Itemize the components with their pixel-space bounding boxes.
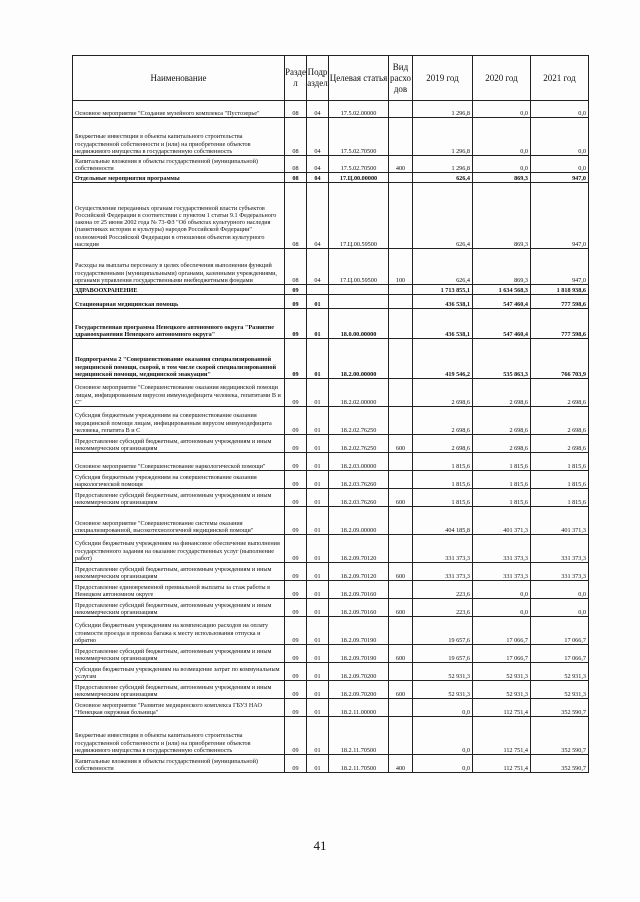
row-value-2021: 331 373,3 <box>531 535 589 563</box>
row-section: 09 <box>285 599 307 617</box>
row-value-2020: 1 815,6 <box>473 471 531 489</box>
row-expense-type: 100 <box>389 249 413 285</box>
row-value-2020: 17 066,7 <box>473 645 531 663</box>
table-row <box>73 295 589 309</box>
table-row <box>73 717 589 755</box>
row-target-article: 18.2.09.00000 <box>329 507 389 535</box>
row-value-2019: 0,0 <box>413 717 473 755</box>
row-value-2019: 331 373,3 <box>413 563 473 581</box>
row-subsection: 01 <box>307 309 329 339</box>
row-value-2020: 112 751,4 <box>473 755 531 773</box>
row-name: Субсидия бюджетным учреждениям на совершенствование оказания наркологической помощи <box>73 471 285 489</box>
row-expense-type <box>389 101 413 118</box>
row-value-2020: 869,3 <box>473 173 531 183</box>
row-subsection: 01 <box>307 599 329 617</box>
row-value-2020: 1 815,6 <box>473 489 531 507</box>
budget-table <box>72 55 589 773</box>
row-value-2019: 436 538,1 <box>413 309 473 339</box>
table-row <box>73 249 589 285</box>
table-row <box>73 563 589 581</box>
row-target-article: 18.2.09.70120 <box>329 563 389 581</box>
table-row <box>73 471 589 489</box>
row-subsection: 01 <box>307 617 329 645</box>
row-subsection: 01 <box>307 471 329 489</box>
row-expense-type <box>389 173 413 183</box>
row-value-2021: 766 703,9 <box>531 339 589 379</box>
row-subsection: 04 <box>307 156 329 173</box>
row-target-article: 18.2.03.00000 <box>329 453 389 471</box>
header-2020: 2020 год <box>473 56 531 101</box>
row-value-2021: 0,0 <box>531 101 589 118</box>
row-value-2020: 0,0 <box>473 156 531 173</box>
row-value-2021: 777 598,6 <box>531 309 589 339</box>
row-value-2021: 17 066,7 <box>531 645 589 663</box>
row-target-article: 18.2.09.70120 <box>329 535 389 563</box>
row-target-article: 17.5.02.00000 <box>329 101 389 118</box>
row-expense-type <box>389 183 413 249</box>
table-row <box>73 489 589 507</box>
row-target-article: 17.Ц.00.00000 <box>329 173 389 183</box>
row-value-2021: 947,0 <box>531 249 589 285</box>
row-name: Капитальные вложения в объекты государственной (муниципальной) собственности <box>73 755 285 773</box>
row-subsection: 04 <box>307 173 329 183</box>
table-row <box>73 183 589 249</box>
row-value-2019: 1 296,8 <box>413 101 473 118</box>
row-value-2021: 947,0 <box>531 173 589 183</box>
table-row <box>73 617 589 645</box>
row-expense-type: 400 <box>389 755 413 773</box>
row-value-2019: 1 815,6 <box>413 453 473 471</box>
row-target-article: 18.2.09.70160 <box>329 581 389 599</box>
row-value-2019: 331 373,3 <box>413 535 473 563</box>
row-section: 09 <box>285 379 307 407</box>
row-value-2021: 2 698,6 <box>531 435 589 453</box>
row-subsection: 01 <box>307 339 329 379</box>
row-expense-type <box>389 118 413 156</box>
row-name: Бюджетные инвестиции в объекты капитального строительства государственной собственности и (или) на приобретение объектов недвижимого имущества в государственную собственность <box>73 118 285 156</box>
row-value-2021: 2 698,6 <box>531 407 589 435</box>
row-value-2021: 352 590,7 <box>531 717 589 755</box>
row-target-article: 18.2.11.70500 <box>329 717 389 755</box>
row-name: ЗДРАВООХРАНЕНИЕ <box>73 285 285 295</box>
row-value-2020: 2 698,6 <box>473 435 531 453</box>
row-section: 09 <box>285 489 307 507</box>
row-value-2020: 112 751,4 <box>473 717 531 755</box>
row-subsection: 01 <box>307 581 329 599</box>
row-target-article: 17.Ц.00.59500 <box>329 249 389 285</box>
row-subsection: 01 <box>307 453 329 471</box>
row-section: 09 <box>285 295 307 309</box>
row-expense-type: 600 <box>389 645 413 663</box>
table-row <box>73 535 589 563</box>
row-value-2020: 0,0 <box>473 599 531 617</box>
row-section: 08 <box>285 183 307 249</box>
row-value-2021: 1 818 938,6 <box>531 285 589 295</box>
table-row <box>73 699 589 717</box>
row-value-2020: 112 751,4 <box>473 699 531 717</box>
row-value-2021: 0,0 <box>531 156 589 173</box>
row-value-2019: 626,4 <box>413 173 473 183</box>
row-value-2021: 0,0 <box>531 599 589 617</box>
row-name: Бюджетные инвестиции в объекты капитального строительства государственной собственности и (или) на приобретение объектов недвижимого имущества в государственную собственность <box>73 717 285 755</box>
row-name: Подпрограмма 2 "Совершенствование оказания специализированной медицинской помощи, скорой, в том числе скорой специализированной медицинской помощи, медицинской эвакуации" <box>73 339 285 379</box>
table-row <box>73 453 589 471</box>
row-name: Субсидия бюджетным учреждениям на совершенствование оказания медицинской помощи лицам, инфицированным вирусом иммунодефицита человека, гепатита В и С <box>73 407 285 435</box>
row-target-article: 18.2.09.70190 <box>329 617 389 645</box>
row-name: Предоставление субсидий бюджетным, автономным учреждениям и иным некоммерческим организациям <box>73 435 285 453</box>
row-value-2021: 0,0 <box>531 118 589 156</box>
row-expense-type <box>389 507 413 535</box>
row-value-2019: 223,6 <box>413 581 473 599</box>
row-value-2021: 947,0 <box>531 183 589 249</box>
row-target-article: 18.2.03.76260 <box>329 471 389 489</box>
row-section: 09 <box>285 285 307 295</box>
row-target-article: 18.2.02.76250 <box>329 435 389 453</box>
row-section: 09 <box>285 717 307 755</box>
row-expense-type <box>389 663 413 681</box>
row-value-2019: 19 657,6 <box>413 617 473 645</box>
row-section: 08 <box>285 249 307 285</box>
table-row <box>73 285 589 295</box>
row-section: 08 <box>285 156 307 173</box>
row-value-2019: 52 931,3 <box>413 663 473 681</box>
row-target-article: 18.2.11.70500 <box>329 755 389 773</box>
row-target-article: 18.2.09.70200 <box>329 663 389 681</box>
table-row <box>73 681 589 699</box>
row-value-2019: 1 296,8 <box>413 118 473 156</box>
table-row <box>73 645 589 663</box>
row-name: Основное мероприятие "Совершенствование оказания медицинской помощи лицам, инфицированным вирусом иммунодефицита человека, гепатитами В и С" <box>73 379 285 407</box>
row-value-2021: 331 373,3 <box>531 563 589 581</box>
row-expense-type <box>389 581 413 599</box>
row-value-2020: 535 863,3 <box>473 339 531 379</box>
row-subsection: 01 <box>307 507 329 535</box>
row-name: Субсидии бюджетным учреждениям на финансовое обеспечение выполнения государственного задания на оказание государственных услуг (выполнение работ) <box>73 535 285 563</box>
row-section: 09 <box>285 681 307 699</box>
row-value-2020: 331 373,3 <box>473 535 531 563</box>
row-name: Государственная программа Ненецкого автономного округа "Развитие здравоохранения Ненецкого автономного округа" <box>73 309 285 339</box>
row-value-2020: 2 698,6 <box>473 379 531 407</box>
row-subsection: 01 <box>307 645 329 663</box>
row-expense-type: 600 <box>389 599 413 617</box>
row-section: 09 <box>285 535 307 563</box>
row-value-2021: 17 066,7 <box>531 617 589 645</box>
row-target-article <box>329 285 389 295</box>
row-value-2019: 19 657,6 <box>413 645 473 663</box>
row-name: Предоставление единовременной премиальной выплаты за стаж работы в Ненецком автономном округе <box>73 581 285 599</box>
row-section: 08 <box>285 173 307 183</box>
row-name: Основное мероприятие "Создание музейного комплекса "Пустозерье" <box>73 101 285 118</box>
row-name: Стационарная медицинская помощь <box>73 295 285 309</box>
row-subsection: 01 <box>307 663 329 681</box>
row-expense-type <box>389 407 413 435</box>
row-value-2020: 2 698,6 <box>473 407 531 435</box>
row-subsection: 01 <box>307 489 329 507</box>
row-section: 09 <box>285 663 307 681</box>
table-body <box>73 101 589 773</box>
row-value-2021: 0,0 <box>531 581 589 599</box>
row-subsection: 01 <box>307 681 329 699</box>
table-row <box>73 755 589 773</box>
row-expense-type <box>389 717 413 755</box>
row-value-2021: 52 931,3 <box>531 681 589 699</box>
row-value-2020: 17 066,7 <box>473 617 531 645</box>
row-section: 09 <box>285 309 307 339</box>
row-value-2019: 626,4 <box>413 249 473 285</box>
row-name: Предоставление субсидий бюджетным, автономным учреждениям и иным некоммерческим организациям <box>73 599 285 617</box>
row-expense-type: 600 <box>389 489 413 507</box>
row-section: 08 <box>285 118 307 156</box>
row-section: 08 <box>285 101 307 118</box>
table-row <box>73 435 589 453</box>
row-subsection: 01 <box>307 407 329 435</box>
row-value-2019: 1 815,6 <box>413 471 473 489</box>
row-expense-type: 600 <box>389 435 413 453</box>
header-name: Наименование <box>73 56 285 101</box>
row-target-article: 17.Ц.00.59500 <box>329 183 389 249</box>
row-section: 09 <box>285 563 307 581</box>
row-name: Основное мероприятие "Совершенствование системы оказания специализированной, высокотехнологичной медицинской помощи" <box>73 507 285 535</box>
header-target-article: Целевая статья <box>329 56 389 101</box>
row-value-2019: 2 698,6 <box>413 379 473 407</box>
row-name: Расходы на выплаты персоналу в целях обеспечения выполнения функций государственными (муниципальными) органами, казенными учреждениями, органами управления государственными внебюджетными фондами <box>73 249 285 285</box>
row-target-article: 18.2.11.00000 <box>329 699 389 717</box>
row-section: 09 <box>285 453 307 471</box>
row-section: 09 <box>285 617 307 645</box>
row-name: Основное мероприятие "Развитие медицинского комплекса ГБУЗ НАО "Ненецкая окружная больница" <box>73 699 285 717</box>
row-target-article: 18.2.09.70200 <box>329 681 389 699</box>
row-section: 09 <box>285 471 307 489</box>
row-value-2020: 0,0 <box>473 581 531 599</box>
row-value-2020: 52 931,3 <box>473 663 531 681</box>
row-expense-type: 600 <box>389 681 413 699</box>
row-expense-type <box>389 379 413 407</box>
header-2019: 2019 год <box>413 56 473 101</box>
row-expense-type <box>389 309 413 339</box>
row-value-2021: 1 815,6 <box>531 471 589 489</box>
row-value-2019: 419 546,2 <box>413 339 473 379</box>
row-subsection: 01 <box>307 379 329 407</box>
row-value-2021: 401 371,3 <box>531 507 589 535</box>
row-subsection: 04 <box>307 183 329 249</box>
row-subsection: 01 <box>307 699 329 717</box>
row-value-2019: 404 185,8 <box>413 507 473 535</box>
row-value-2020: 547 460,4 <box>473 295 531 309</box>
row-expense-type <box>389 535 413 563</box>
row-value-2019: 0,0 <box>413 699 473 717</box>
row-value-2020: 1 815,6 <box>473 453 531 471</box>
page-number: 41 <box>313 838 327 853</box>
row-expense-type <box>389 285 413 295</box>
row-value-2019: 0,0 <box>413 755 473 773</box>
row-subsection: 01 <box>307 435 329 453</box>
row-subsection: 01 <box>307 755 329 773</box>
row-target-article: 18.2.09.70160 <box>329 599 389 617</box>
row-expense-type <box>389 617 413 645</box>
row-value-2020: 869,3 <box>473 249 531 285</box>
row-value-2019: 52 931,3 <box>413 681 473 699</box>
row-expense-type: 400 <box>389 156 413 173</box>
table-row <box>73 581 589 599</box>
table-row <box>73 101 589 118</box>
row-target-article: 18.2.00.00000 <box>329 339 389 379</box>
row-target-article: 18.2.03.76260 <box>329 489 389 507</box>
row-name: Предоставление субсидий бюджетным, автономным учреждениям и иным некоммерческим организациям <box>73 489 285 507</box>
header-subsection: Подр аздел <box>307 56 329 101</box>
row-name: Основное мероприятие "Совершенствование наркологической помощи" <box>73 453 285 471</box>
row-section: 09 <box>285 339 307 379</box>
row-name: Субсидии бюджетным учреждениям на возмещение затрат по коммунальным услугам <box>73 663 285 681</box>
row-target-article: 17.5.02.70500 <box>329 156 389 173</box>
row-value-2021: 352 590,7 <box>531 699 589 717</box>
row-value-2019: 1 296,8 <box>413 156 473 173</box>
row-subsection: 04 <box>307 101 329 118</box>
row-section: 09 <box>285 755 307 773</box>
row-value-2019: 2 698,6 <box>413 435 473 453</box>
row-value-2020: 331 373,3 <box>473 563 531 581</box>
table-row <box>73 339 589 379</box>
row-expense-type <box>389 295 413 309</box>
row-value-2020: 52 931,3 <box>473 681 531 699</box>
row-value-2019: 2 698,6 <box>413 407 473 435</box>
row-expense-type <box>389 471 413 489</box>
row-name: Отдельные мероприятия программы <box>73 173 285 183</box>
row-value-2021: 1 815,6 <box>531 489 589 507</box>
row-value-2019: 436 538,1 <box>413 295 473 309</box>
row-value-2019: 1 713 855,1 <box>413 285 473 295</box>
row-target-article: 18.0.00.00000 <box>329 309 389 339</box>
row-expense-type <box>389 453 413 471</box>
row-section: 09 <box>285 507 307 535</box>
row-subsection: 04 <box>307 249 329 285</box>
row-subsection: 04 <box>307 118 329 156</box>
header-expense-type: Вид расхо дов <box>389 56 413 101</box>
header-section: Разде л <box>285 56 307 101</box>
table-row <box>73 599 589 617</box>
row-value-2021: 52 931,3 <box>531 663 589 681</box>
row-subsection: 01 <box>307 717 329 755</box>
row-name: Осуществление переданных органам государственной власти субъектов Российской Федерации в соответствии с пунктом 1 статьи 9.1 Федерального закона от 25 июня 2002 года № 73-ФЗ "Об объектах культурного наследия (памятниках истории и культуры) народов Российской Федерации" полномочий Российской Федерации в отношении объектов культурного наследия <box>73 183 285 249</box>
row-subsection <box>307 285 329 295</box>
table-row <box>73 173 589 183</box>
table-header-row <box>73 56 589 101</box>
row-value-2021: 352 590,7 <box>531 755 589 773</box>
row-subsection: 01 <box>307 295 329 309</box>
row-value-2020: 547 460,4 <box>473 309 531 339</box>
row-section: 09 <box>285 645 307 663</box>
row-name: Предоставление субсидий бюджетным, автономным учреждениям и иным некоммерческим организациям <box>73 681 285 699</box>
row-subsection: 01 <box>307 535 329 563</box>
row-expense-type <box>389 699 413 717</box>
row-expense-type <box>389 339 413 379</box>
row-value-2021: 777 598,6 <box>531 295 589 309</box>
row-value-2020: 1 634 568,3 <box>473 285 531 295</box>
row-name: Субсидии бюджетным учреждениям на компенсацию расходов на оплату стоимости проезда и провоза багажа к месту использования отпуска и обратно <box>73 617 285 645</box>
row-expense-type: 600 <box>389 563 413 581</box>
row-value-2019: 1 815,6 <box>413 489 473 507</box>
row-value-2019: 223,6 <box>413 599 473 617</box>
row-value-2020: 401 371,3 <box>473 507 531 535</box>
row-value-2020: 0,0 <box>473 101 531 118</box>
table-row <box>73 507 589 535</box>
header-2021: 2021 год <box>531 56 589 101</box>
row-value-2019: 626,4 <box>413 183 473 249</box>
row-name: Предоставление субсидий бюджетным, автономным учреждениям и иным некоммерческим организациям <box>73 645 285 663</box>
row-target-article <box>329 295 389 309</box>
table-row <box>73 407 589 435</box>
table-row <box>73 309 589 339</box>
table-row <box>73 156 589 173</box>
row-value-2021: 2 698,6 <box>531 379 589 407</box>
row-value-2021: 1 815,6 <box>531 453 589 471</box>
row-target-article: 18.2.02.76250 <box>329 407 389 435</box>
row-section: 09 <box>285 407 307 435</box>
row-name: Капитальные вложения в объекты государственной (муниципальной) собственности <box>73 156 285 173</box>
row-target-article: 17.5.02.70500 <box>329 118 389 156</box>
row-value-2020: 0,0 <box>473 118 531 156</box>
table-row <box>73 118 589 156</box>
table-row <box>73 663 589 681</box>
table-row <box>73 379 589 407</box>
row-target-article: 18.2.02.00000 <box>329 379 389 407</box>
row-target-article: 18.2.09.70190 <box>329 645 389 663</box>
row-section: 09 <box>285 435 307 453</box>
row-value-2020: 869,3 <box>473 183 531 249</box>
row-subsection: 01 <box>307 563 329 581</box>
row-name: Предоставление субсидий бюджетным, автономным учреждениям и иным некоммерческим организациям <box>73 563 285 581</box>
row-section: 09 <box>285 699 307 717</box>
row-section: 09 <box>285 581 307 599</box>
